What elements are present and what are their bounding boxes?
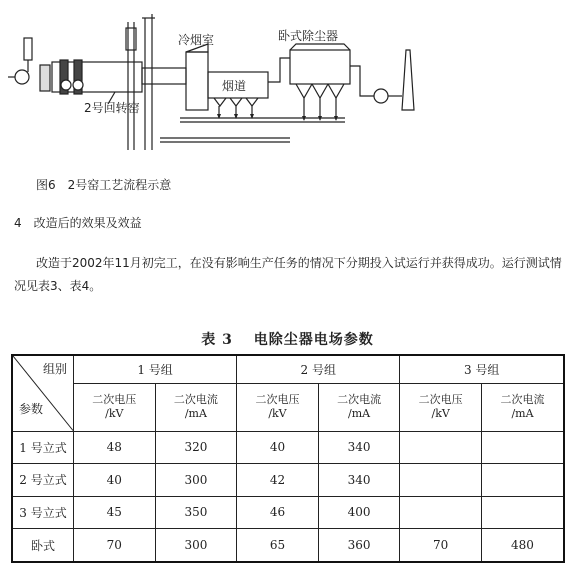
column-header: 二次电流 /mA <box>481 383 564 431</box>
table-cell: 48 <box>74 431 156 464</box>
table-cell: 340 <box>318 431 400 464</box>
table-cell: 40 <box>237 431 319 464</box>
column-header: 二次电流 /mA <box>318 383 400 431</box>
cooler-chamber <box>186 52 208 110</box>
table-row <box>12 431 564 464</box>
label-flue: 烟道 <box>222 79 247 93</box>
group-header: 1 号组 <box>74 355 237 383</box>
table-row <box>12 529 564 562</box>
table-cell <box>400 431 482 464</box>
column-header: 二次电压 /kV <box>74 383 156 431</box>
table-cell <box>400 496 482 529</box>
label-kiln: 2号回转窑 <box>84 101 140 115</box>
table-cell: 340 <box>318 464 400 497</box>
table-cell: 400 <box>318 496 400 529</box>
table-title: 表 3 电除尘器电场参数 <box>201 332 374 348</box>
table-cell: 46 <box>237 496 319 529</box>
table-cell: 300 <box>155 529 237 562</box>
chimney <box>402 50 414 110</box>
label-cooler: 冷烟室 <box>178 33 215 47</box>
parameters-table <box>11 354 565 563</box>
column-header: 二次电压 /kV <box>400 383 482 431</box>
table-cell: 360 <box>318 529 400 562</box>
row-label: 3 号立式 <box>12 496 74 529</box>
figure-caption: 图6 2号窑工艺流程示意 <box>36 178 172 192</box>
table-cell: 300 <box>155 464 237 497</box>
table-corner-cell <box>12 355 74 431</box>
table-cell <box>481 464 564 497</box>
column-header: 二次电压 /kV <box>237 383 319 431</box>
precipitator <box>290 50 350 84</box>
table-cell <box>481 496 564 529</box>
table-row <box>12 496 564 529</box>
label-precipitator: 卧式除尘器 <box>278 29 339 43</box>
row-label: 1 号立式 <box>12 431 74 464</box>
group-header: 2 号组 <box>237 355 400 383</box>
table-row <box>12 464 564 497</box>
table-cell: 320 <box>155 431 237 464</box>
process-flow-diagram <box>0 0 575 160</box>
fan-icon <box>374 89 388 103</box>
row-label: 卧式 <box>12 529 74 562</box>
column-header: 二次电流 /mA <box>155 383 237 431</box>
table-cell <box>400 464 482 497</box>
group-header: 3 号组 <box>400 355 564 383</box>
table-cell: 45 <box>74 496 156 529</box>
corner-top-label: 组别 <box>42 362 67 376</box>
table-cell: 350 <box>155 496 237 529</box>
table-cell: 42 <box>237 464 319 497</box>
table-cell: 70 <box>400 529 482 562</box>
table-cell: 70 <box>74 529 156 562</box>
table-cell: 480 <box>481 529 564 562</box>
table-cell <box>481 431 564 464</box>
corner-bottom-label: 参数 <box>19 401 44 416</box>
fan-icon <box>15 70 29 84</box>
paragraph-text: 改造于2002年11月初完工，在没有影响生产任务的情况下分期投入试运行并获得成功。运行测试情况见表3、表4。 <box>14 256 562 293</box>
section-heading: 4 改造后的效果及效益 <box>14 216 142 230</box>
table-cell: 40 <box>74 464 156 497</box>
row-label: 2 号立式 <box>12 464 74 497</box>
table-cell: 65 <box>237 529 319 562</box>
body-paragraph <box>14 252 564 298</box>
